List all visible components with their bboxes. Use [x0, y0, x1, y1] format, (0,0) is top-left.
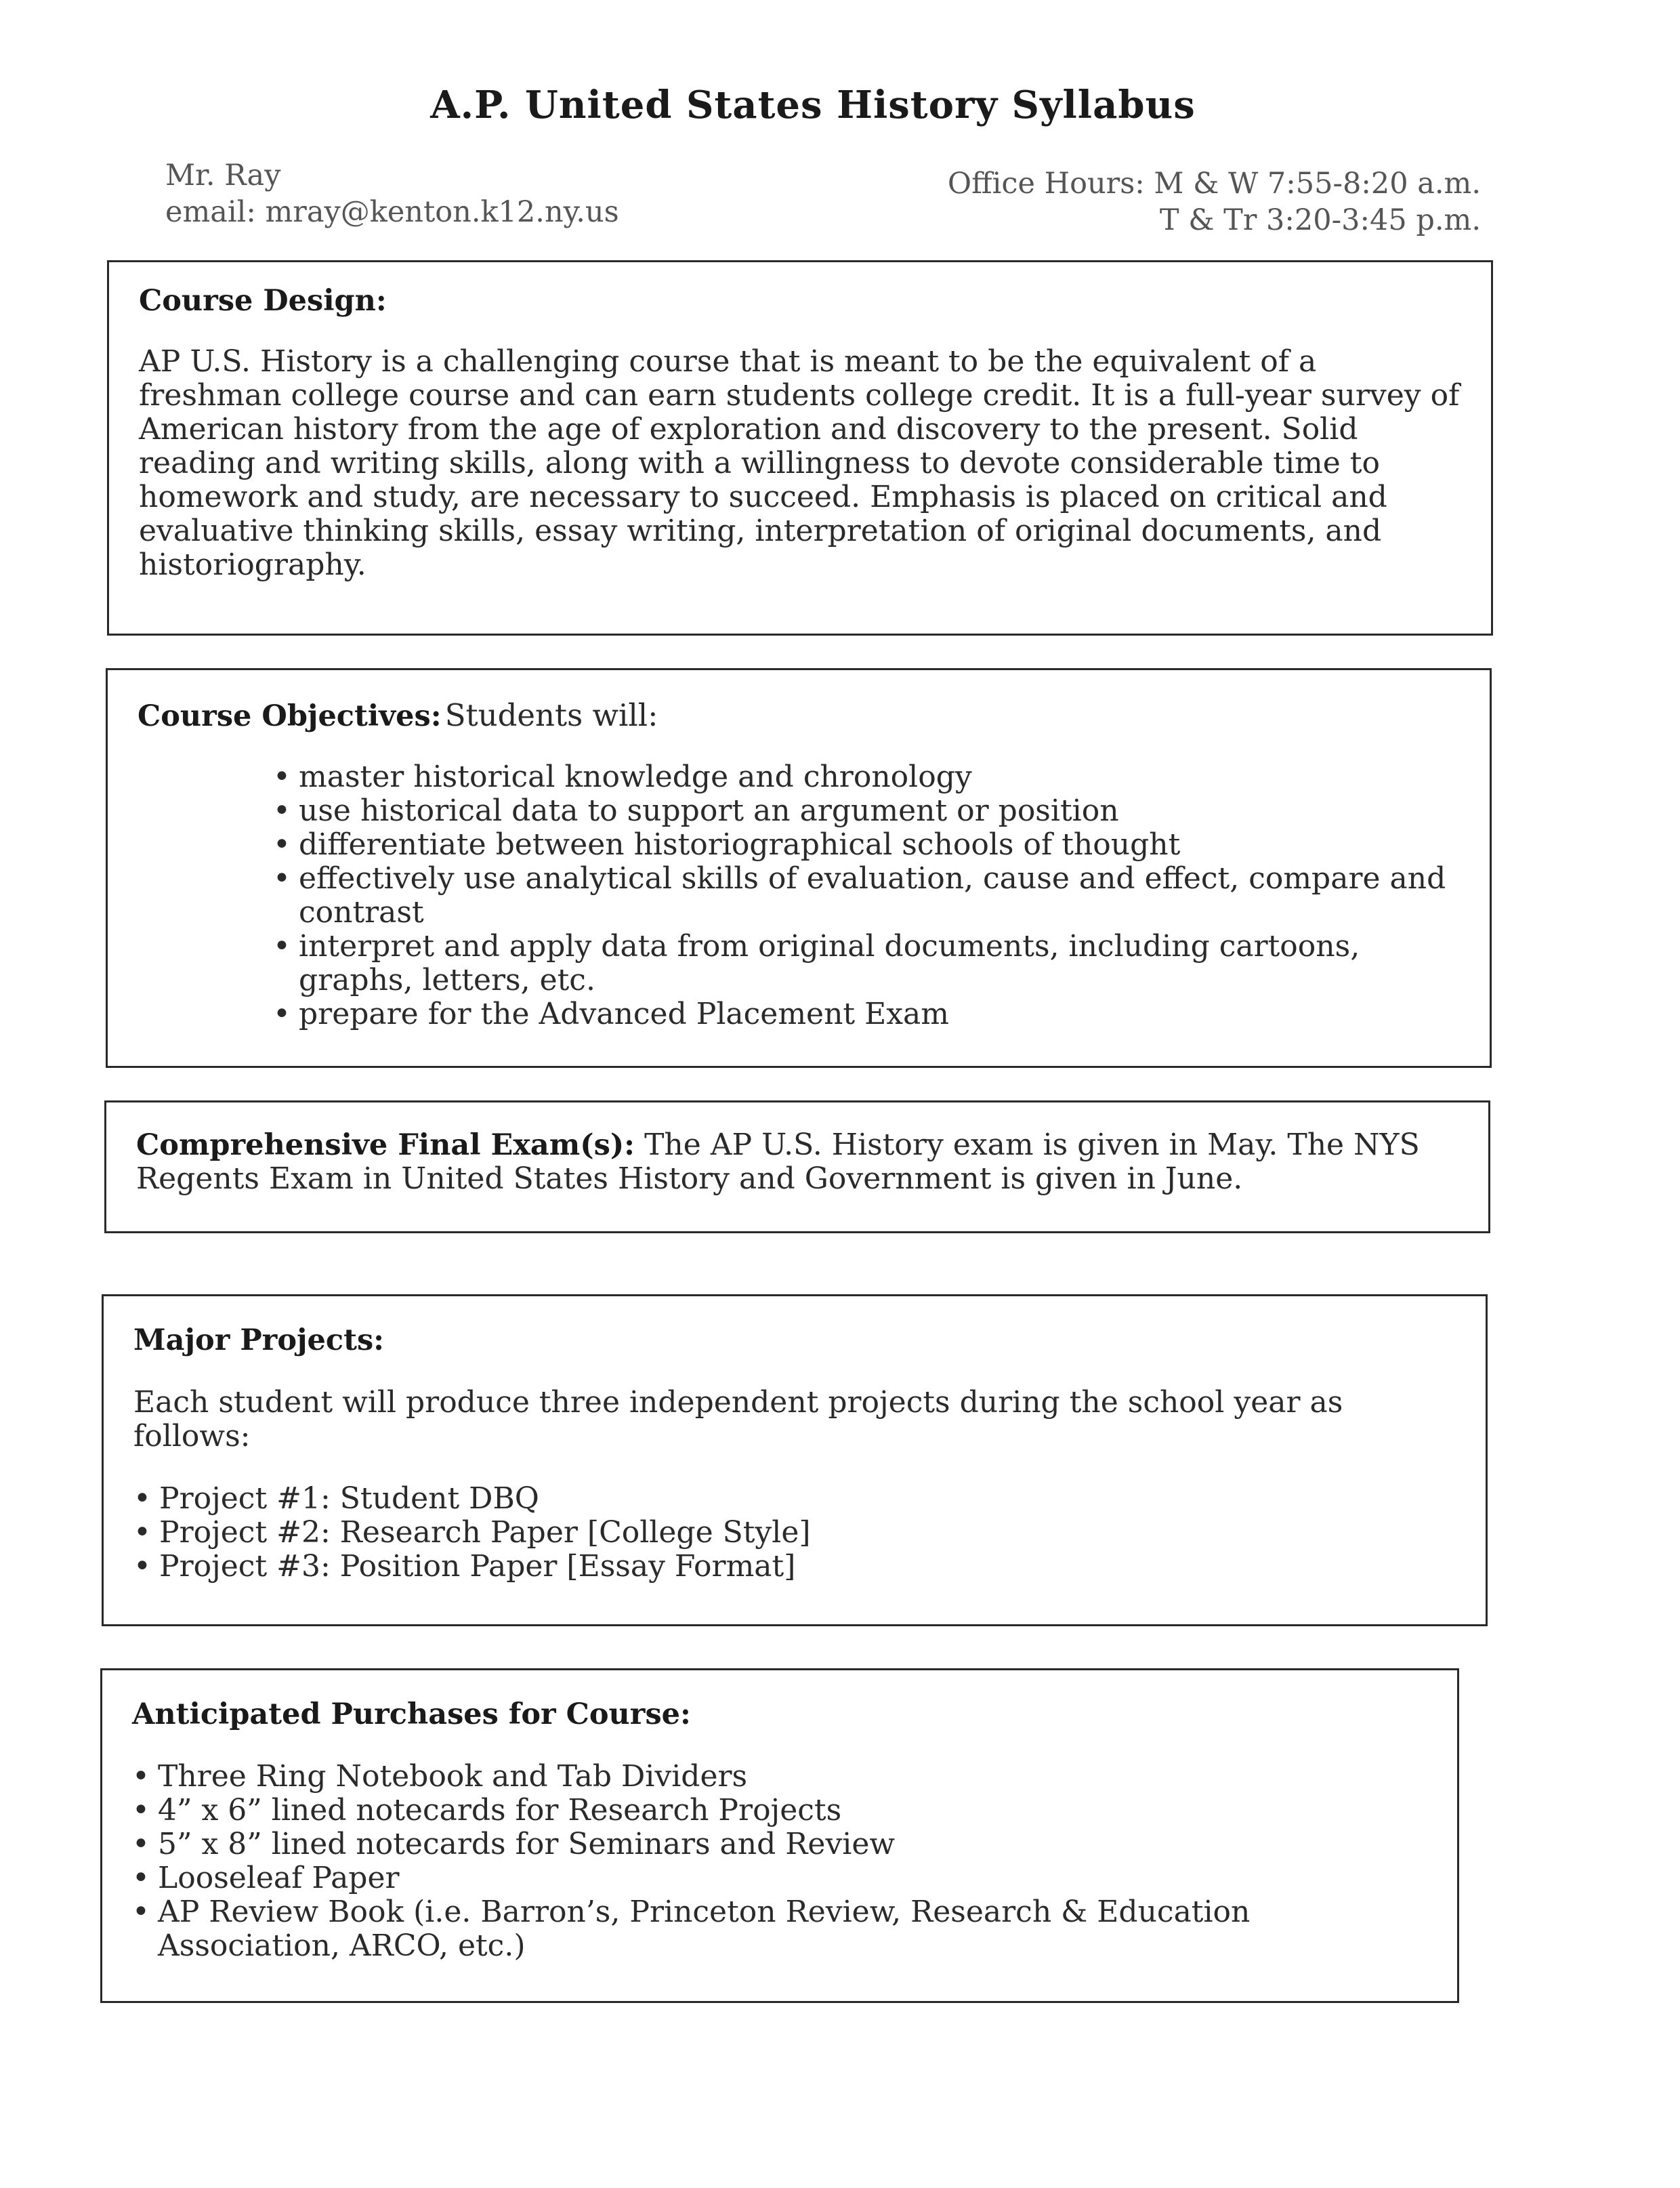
objectives-list — [273, 760, 1460, 1031]
list-item: • prepare for the Advanced Placement Exam — [273, 997, 1460, 1031]
course-design-heading: Course Design: — [139, 284, 387, 318]
list-item: • AP Review Book (i.e. Barron’s, Princeton Review, Research & Education Association, ARCO, etc.) — [132, 1895, 1427, 1963]
final-exams-body: The AP U.S. History exam is given in May. The NYS Regents Exam in United States History and Government is given in June. — [136, 1128, 1420, 1196]
list-item: • Project #2: Research Paper [College Style] — [133, 1516, 1456, 1550]
office-hours-line-2: T & Tr 3:20-3:45 p.m. — [1159, 203, 1481, 237]
list-item: • Project #1: Student DBQ — [133, 1482, 1456, 1516]
course-objectives-heading: Course Objectives: — [138, 699, 442, 733]
major-projects-body: Each student will produce three independent projects during the school year as follows: — [133, 1385, 1343, 1453]
list-item: • 4” x 6” lined notecards for Research Projects — [132, 1794, 1427, 1828]
list-item: • Project #3: Position Paper [Essay Format] — [133, 1550, 1456, 1584]
teacher-name: Mr. Ray — [165, 159, 281, 192]
purchases-list — [132, 1760, 1427, 1963]
list-item: • effectively use analytical skills of evaluation, cause and effect, compare and contrast — [273, 862, 1460, 930]
major-projects-heading: Major Projects: — [133, 1323, 385, 1357]
teacher-info — [165, 157, 619, 230]
office-hours — [948, 165, 1481, 239]
purchases-heading: Anticipated Purchases for Course: — [132, 1697, 691, 1731]
final-exams-text — [136, 1128, 1458, 1196]
course-objectives-heading-line — [138, 697, 1460, 733]
final-exams-section — [104, 1100, 1490, 1233]
projects-list — [133, 1482, 1456, 1584]
list-item: • Looseleaf Paper — [132, 1861, 1427, 1895]
list-item: • use historical data to support an argument or position — [273, 794, 1460, 828]
course-objectives-section — [106, 668, 1492, 1068]
purchases-section — [100, 1668, 1459, 2003]
list-item: • differentiate between historiographical schools of thought — [273, 828, 1460, 862]
teacher-email: email: mray@kenton.k12.ny.us — [165, 195, 619, 229]
list-item: • master historical knowledge and chronology — [273, 760, 1460, 794]
course-design-body: AP U.S. History is a challenging course that is meant to be the equivalent of a freshman college course and can earn students college credit. It is a full-year survey of American history from the age of exploration and discovery to the present. Solid reading and writing skills, along with a willingness to devote considerable time to homework and study, are necessary to succeed. Emphasis is placed on critical and evaluative thinking skills, essay writing, interpretation of original documents, and historiography. — [139, 344, 1460, 582]
list-item: • Three Ring Notebook and Tab Dividers — [132, 1760, 1427, 1794]
page-title: A.P. United States History Syllabus — [430, 83, 1196, 127]
list-item: • interpret and apply data from original documents, including cartoons, graphs, letters, etc. — [273, 930, 1460, 997]
list-item: • 5” x 8” lined notecards for Seminars and Review — [132, 1828, 1427, 1861]
final-exams-heading: Comprehensive Final Exam(s): — [136, 1128, 635, 1162]
major-projects-section — [102, 1294, 1488, 1626]
course-design-section — [107, 260, 1493, 636]
course-objectives-lead: Students will: — [444, 697, 658, 733]
office-hours-line-1: Office Hours: M & W 7:55-8:20 a.m. — [947, 167, 1481, 201]
